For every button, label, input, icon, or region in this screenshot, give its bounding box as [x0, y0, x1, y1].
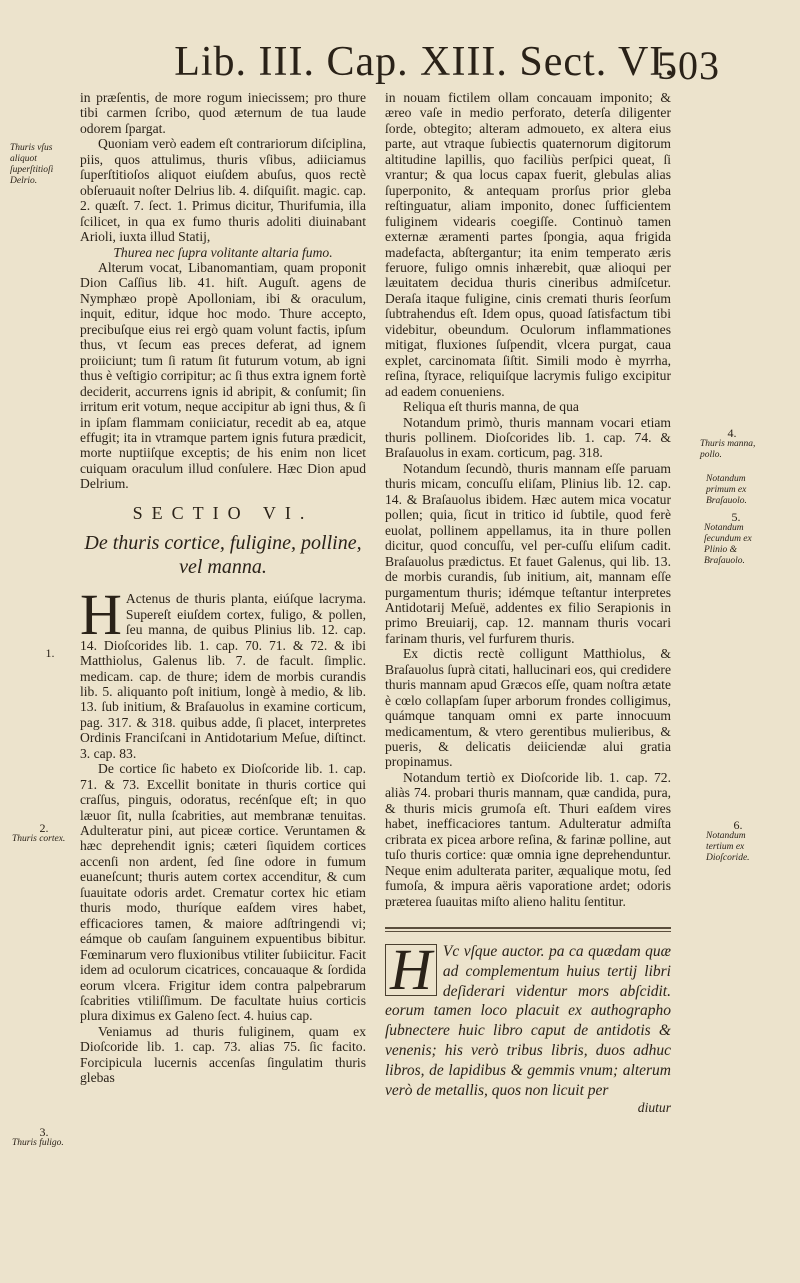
margin-note-1 — [18, 648, 82, 659]
paragraph: Quoniam verò eadem eſt contrariorum diſciplina, piis, quos attulimus, thuris vſibus, adiiciamus ſuperſtitioſos aliquot eiuſdem abuſus, quos rectè obſeruauit noſter Delrius lib. 4. diſquiſit. magic. cap. 2. quæſt. 7. ſect. 1. Primus dicitur, Thurifumia, illa ſcilicet, in qua ex fumo thuris adoliti diuinabant Arioli, iuxta illud Statij, — [80, 136, 366, 245]
margin-note-text: Thuris manna, pollo. — [700, 439, 756, 460]
section-title: De thuris cortice, fuligine, polline, vel manna. — [84, 532, 362, 579]
margin-note-number: 4. — [727, 426, 737, 440]
drop-cap: H — [80, 582, 122, 648]
closing-note — [385, 937, 671, 1100]
paragraph: in præſentis, de more rogum iniecissem; pro thure tibi carmen ſcribo, quod æternum de tua laude odorem ſpargat. — [80, 90, 366, 136]
running-title: Lib. III. Cap. XIII. Sect. VI. — [174, 39, 676, 85]
divider — [385, 927, 671, 929]
paragraph: Reliqua eſt thuris manna, de qua — [403, 399, 579, 415]
margin-note-number: 2. — [39, 821, 49, 835]
paragraph: Alterum vocat, Libanomantiam, quam proponit Dion Caſſius lib. 41. hiſt. Auguſt. agens de Nymphæo propè Apolloniam, ibi & oraculum, inquit, editur, idque hoc modo. Thure accepto, precibuſque eius rei ergò quam volunt factis, ipſum thus, vt ſecum eas preces deferat, ad ignem proiiciunt; tum ſi ratum ſit futurum votum, ab igni thus è veſtigio corripitur; ac ſi thus extra ignem fortè deciderit, accurrens ignis id abripit, & conſumit; ſin irritum erit votum, neque accipitur ab igni thus, & ſi in ipſam flammam coniiciatur, recedit ab ea, atque effugit; ita in vtramque partem ignis futura prædicit, morte nuptiiſque exceptis; de his enim non licet cuiquam oraculum illud conſulere. Hæc Dion apud Delrium. — [80, 259, 366, 492]
margin-note-number: 5. — [731, 510, 741, 524]
margin-note-number: 3. — [39, 1125, 49, 1139]
divider — [385, 931, 671, 932]
margin-note-text: Notandum ſecundum ex Plinio & Braſauolo. — [704, 523, 752, 566]
margin-note-5 — [704, 512, 768, 567]
paragraph: Notandum tertiò ex Dioſcoride lib. 1. cap. 72. aliàs 74. probari thuris mannam, quæ candida, pura, & thuris micis grumoſa eſt. Thuri eaſdem vires habet, inefficaciores tantum. Adulteratur admiſta cribrata ex picea arbore reſina, & farinæ polline, aut tuſo thuris cortice: quæ omnia igne deprehenduntur. Neque enim adulterata pariter, æqualique motu, ſed fumoſa, & impura aëris vaporatione ardet; odoris præterea ſuauitas miſto alieno halitu ſentitur. — [385, 769, 671, 909]
paragraph: Actenus de thuris planta, eiúſque lacryma. Supereſt eiuſdem cortex, fuligo, & pollen, ſeu manna, de quibus Plinius lib. 12. cap. 14. Dioſcorides lib. 1. cap. 70. 71. & 72. & ibi Matthiolus, Galenus lib. 7. de facult. ſimplic. medicam. cap. de thure; idem de morbis curandis lib. 5. aliquanto poſt initium, longè à medio, & lib. 13. ſub initium, & Braſauolus in examine corticum, pag. 317. & 318. quibus adde, ſi placet, interpretes Ordinis Franciſcani in Antidotarium Meſue, diſtinct. 3. cap. 83. — [80, 591, 366, 761]
catchword: diutur — [637, 1100, 671, 1116]
paragraph: in nouam fictilem ollam concauam imponito; & æreo vaſe in medio perforato, deterſa diligenter ſorde, obtegito; alteram admoueto, ex altera eius parte, aut vtraque ſubiectis quaternorum digitorum altitudine lapillis, quo faciliùs perſpici queat, ſi vrantur; & qua locus capax fuerit, glebulas alias ſuperponito, & antequam prorſus prior gleba reſtinguatur, aliam imponito, donec ſufficientem fuliginem videaris coegiſſe. Continuò tamen externæ æramenti partes ſpongia, aqua frigida madefacta, abſtergantur; ita enim temperato æris feruore, fuligo omnis inhærebit, quæ alioqui per læuitatem decidua thuris cineribus admiſcetur. Deraſa itaque fuligine, cinis cremati thuris ſeorſum ſubtrahendus eſt. Idem opus, quoad ſatisfactum tibi videbitur, obeundum. Oculorum inflammationes mitigat, fluxiones ſuſpendit, vlcera purgat, caua explet, carcinomata ſiſtit. Simili modo è myrrha, reſina, ſtyrace, reliquiſque lacrymis fuligo excipitur ad eadem conueniens. — [385, 90, 671, 399]
section-opening — [80, 582, 366, 761]
margin-note-text: Notandum primum ex Braſauolo. — [706, 474, 747, 506]
margin-note-text: Thuris vſus aliquot ſuperſtitioſi Delrio. — [10, 143, 54, 186]
paragraph: Ex dictis rectè colligunt Matthiolus, & Braſauolus ſuprà citati, hallucinari eos, qui credidere thuris mannam apud Græcos eſſe, quam noſtra ætate è cœlo collapſam ſuper arborum frondes colligimus, quámque tanquam omni ex parte innocuum medicamentum, & vtero gerentibus mulieribus, & pueris, & delicatis deiiciendæ alui gratia propinamus. — [385, 646, 671, 770]
paragraph: Notandum ſecundò, thuris mannam eſſe paruam thuris micam, concuſſu eliſam, Plinius lib. 12. cap. 14. & Braſauolus ibidem. Hæc autem mica vocatur pollen; quia, ſicut in tritico id ſubtile, quod ferè euolat, pollinem appellamus, ita in thure pollen dicitur, quod concuſſu, vel per-cuſſu eliſum cadit. Braſauolus prædictus. Et fauet Galenus, qui lib. 13. de morbis curandis, ſub initium, ait, mannam eſſe purgamentum thuris; idémque teſtantur interpretes Antidotarij Meſuë, addentes ex filio Serapionis in primo Breuiarij, cap. 12. mannam thuris vocari farinam thuris, vel furfurem thuris. — [385, 460, 671, 646]
margin-note-number: 6. — [733, 818, 743, 832]
margin-note-superstition — [10, 143, 74, 187]
page-number: 503 — [657, 43, 720, 88]
paragraph: De cortice ſic habeto ex Dioſcoride lib. 1. cap. 71. & 73. Excellit bonitate in thuris cortice qui craſſus, pinguis, odoratus, recénſque eſt; in quo læuor ſit, nulla ſcabrities, aut membranæ tenuitas. Adulteratur pini, aut piceæ cortice. Veruntamen & hæc deprehendit ignis; cæteri ſiquidem cortices accenſi non ardent, ſed ſine odore in fumum euaneſcunt; thuris autem cortex accenditur, & cum ſuauitate odoris ardet. Crematur cortex hic etiam thuris modo, thuríque eaſdem vires habet, efficaciores tamen, & maiore adſtringendi vi; eámque ob cauſam ſanguinem expuentibus bibitur. Fœminarum vero fluxionibus vtiliter ſubiicitur. Facit idem ad oculorum cicatrices, concauaque & ſordida eorum vlcera. Frigitur idem contra palpebrarum ſcabrities vtiliſſimum. De facultate huius corticis plura diximus ex Galeno ſect. 4. huius cap. — [80, 761, 366, 1024]
page-header — [150, 38, 720, 98]
verse-quote: Thurea nec ſupra volitante altaria fumo. — [113, 244, 333, 260]
paragraph: Notandum primò, thuris mannam vocari etiam thuris pollinem. Dioſcorides lib. 1. cap. 74. & Braſauolus in exam. corticum, pag. 318. — [385, 414, 671, 461]
margin-note-6 — [706, 820, 770, 864]
paragraph: Veniamus ad thuris fuliginem, quam ex Dioſcoride lib. 1. cap. 73. alias 75. ſic facito. Forcipicula lucernis accenſas ſingulatim thuris glebas — [80, 1023, 366, 1086]
margin-note-number: 1. — [45, 646, 55, 660]
closing-text: Vc vſque auctor. pa ca quædam quæ ad complementum huius tertij libri deſiderari videntur mors abſcidit. eorum tamen loco placuit ex authographo ſubnectere huic libro caput de antidotis & venenis; his verò tribus libris, duos adhuc libros, de lapidibus & gemmis vnum; alterum verò de metallis, quos non licuit per — [385, 943, 671, 1099]
margin-note-2 — [12, 823, 76, 845]
margin-note-3 — [12, 1127, 76, 1149]
right-column — [385, 90, 671, 1116]
drop-cap: H — [385, 944, 437, 996]
section-heading: SECTIO VI. — [132, 502, 314, 523]
margin-note-4 — [700, 428, 764, 461]
margin-note-text: Notandum tertium ex Dioſcoride. — [706, 831, 750, 863]
left-column — [80, 90, 366, 1086]
margin-note-primum — [706, 474, 770, 507]
margin-note-text: Thuris fuligo. — [12, 1138, 64, 1148]
margin-note-text: Thuris cortex. — [12, 834, 66, 844]
